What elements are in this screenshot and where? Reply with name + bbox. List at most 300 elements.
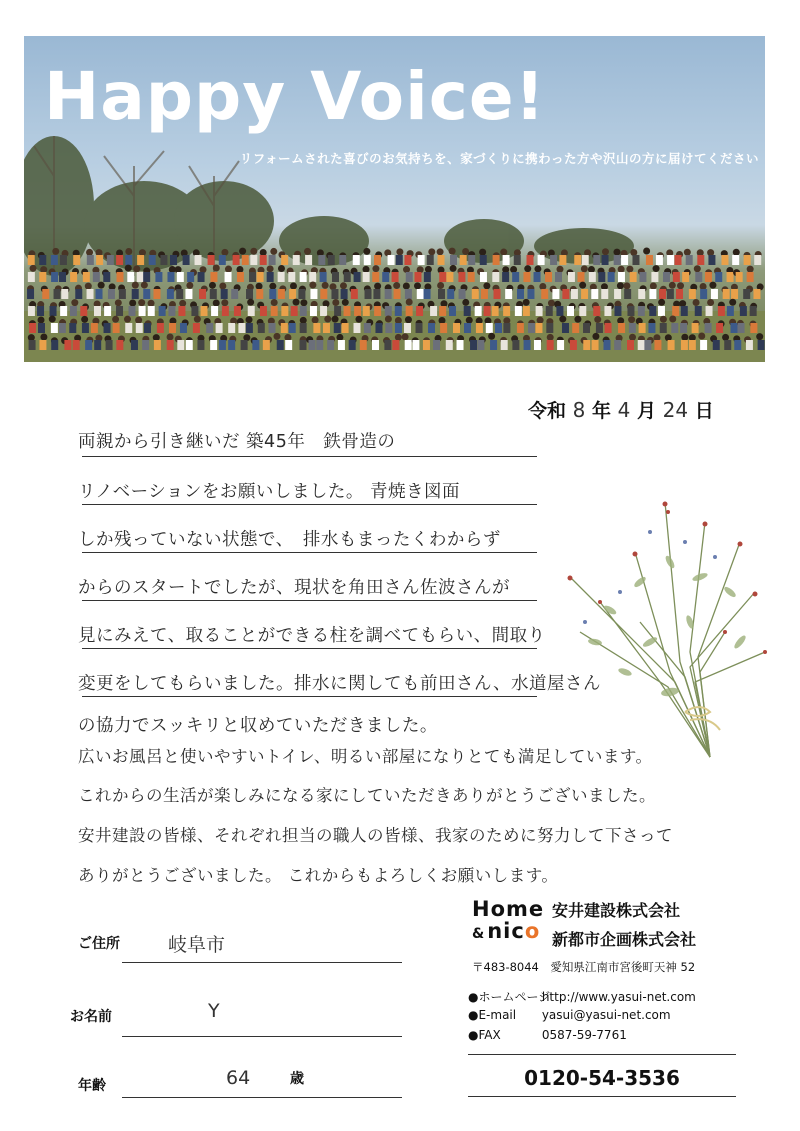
crowd-body	[700, 340, 707, 350]
crowd-body	[104, 306, 111, 316]
email-link[interactable]: yasui@yasui-net.com	[541, 1008, 671, 1022]
name-label: お名前	[70, 1009, 112, 1025]
crowd-body	[721, 255, 728, 265]
crowd-body	[373, 289, 380, 299]
crowd-body	[492, 306, 499, 316]
crowd-body	[51, 340, 58, 350]
crowd-body	[37, 306, 44, 316]
crowd-body	[385, 323, 392, 333]
crowd-body	[136, 323, 143, 333]
crowd-body	[219, 255, 226, 265]
crowd-body	[310, 306, 317, 316]
crowd-head	[167, 333, 174, 340]
crowd-body	[552, 289, 559, 299]
date-era: 令和	[528, 400, 567, 422]
crowd-head	[623, 282, 630, 289]
phone-number[interactable]: 0120-54-3536	[524, 1066, 680, 1090]
crowd-head	[537, 317, 544, 324]
crowd-body	[681, 306, 688, 316]
crowd-body	[128, 306, 135, 316]
crowd-body	[176, 289, 183, 299]
crowd-body	[285, 340, 292, 350]
page-subtitle: リフォームされた喜びのお気持ちを、家づくりに携わった方や沢山の方に届けてください	[239, 151, 759, 166]
crowd-body	[246, 289, 253, 299]
crowd-head	[694, 265, 701, 272]
crowd-body	[681, 340, 688, 350]
ruled-line	[82, 504, 537, 505]
crowd-body	[291, 306, 298, 316]
crowd-body	[589, 272, 596, 282]
crowd-body	[250, 255, 257, 265]
crowd-body	[596, 323, 603, 333]
crowd-body	[39, 272, 46, 282]
crowd-body	[493, 255, 500, 265]
crowd-body	[538, 255, 545, 265]
crowd-body	[168, 306, 175, 316]
ruled-line	[82, 696, 537, 697]
crowd-body	[260, 306, 267, 316]
crowd-body	[127, 272, 134, 282]
crowd-body	[715, 272, 722, 282]
crowd-body	[404, 255, 411, 265]
homepage-row	[468, 988, 696, 1005]
email-label: ●E-mail	[468, 1008, 517, 1022]
crowd-body	[457, 340, 464, 350]
crowd-body	[384, 340, 391, 350]
crowd-body	[64, 340, 71, 350]
crowd-head	[125, 248, 132, 255]
crowd-body	[449, 306, 456, 316]
crowd-body	[116, 255, 123, 265]
crowd-body	[39, 255, 46, 265]
crowd-body	[593, 306, 600, 316]
crowd-body	[750, 323, 757, 333]
crowd-head	[462, 248, 469, 255]
age-underline	[122, 1097, 402, 1098]
crowd-body	[464, 306, 471, 316]
crowd-body	[310, 289, 317, 299]
group-photo-banner	[24, 36, 765, 362]
crowd-body	[107, 255, 114, 265]
crowd-body	[374, 306, 381, 316]
crowd-body	[208, 255, 215, 265]
crowd-head	[209, 282, 216, 289]
crowd-body	[492, 272, 499, 282]
crowd-body	[258, 323, 265, 333]
crowd-body	[700, 289, 707, 299]
crowd-body	[206, 323, 213, 333]
crowd-body	[490, 340, 497, 350]
crowd-body	[363, 272, 370, 282]
crowd-body	[320, 272, 327, 282]
crowd-body	[228, 323, 235, 333]
crowd-head	[38, 316, 45, 323]
crowd-body	[697, 255, 704, 265]
crowd-body	[673, 272, 680, 282]
crowd-body	[736, 272, 743, 282]
crowd-body	[517, 323, 524, 333]
crowd-body	[216, 323, 223, 333]
crowd-head	[500, 249, 507, 256]
crowd-body	[316, 340, 323, 350]
crowd-body	[621, 255, 628, 265]
crowd-body	[649, 289, 656, 299]
crowd-head	[618, 266, 625, 273]
crowd-head	[30, 265, 37, 272]
crowd-body	[342, 323, 349, 333]
crowd-body	[659, 289, 666, 299]
crowd-head	[85, 283, 92, 290]
letter-line: の協力でスッキリと収めていただきました。	[78, 716, 438, 736]
crowd-body	[639, 272, 646, 282]
letter-line: 広いお風呂と使いやすいトイレ、明るい部屋になりとても満足しています。	[78, 747, 653, 766]
crowd-body	[480, 255, 487, 265]
crowd-body	[96, 289, 103, 299]
crowd-body	[281, 306, 288, 316]
crowd-body	[515, 306, 522, 316]
crowd-body	[559, 255, 566, 265]
company-logo-nico	[472, 919, 540, 943]
crowd-body	[187, 272, 194, 282]
crowd-body	[289, 323, 296, 333]
crowd-body	[663, 272, 670, 282]
crowd-body	[689, 340, 696, 350]
crowd-head	[49, 316, 56, 323]
crowd-head	[246, 316, 253, 323]
age-suffix: 歳	[290, 1071, 304, 1087]
crowd-body	[394, 289, 401, 299]
crowd-body	[571, 289, 578, 299]
crowd-head	[336, 334, 343, 341]
crowd-head	[239, 248, 246, 255]
company-name-shintoshi: 新都市企画株式会社	[552, 930, 697, 949]
crowd-body	[256, 289, 263, 299]
crowd-head	[372, 265, 379, 272]
crowd-head	[221, 249, 228, 256]
crowd-body	[629, 323, 636, 333]
date-day-suffix: 日	[694, 400, 714, 422]
crowd-body	[186, 340, 193, 350]
crowd-body	[83, 272, 90, 282]
crowd-body	[260, 255, 267, 265]
crowd-body	[614, 306, 621, 316]
crowd-body	[638, 340, 645, 350]
crowd-body	[602, 255, 609, 265]
crowd-body	[80, 306, 87, 316]
crowd-body	[614, 340, 621, 350]
crowd-head	[437, 282, 444, 289]
age-value: 64	[226, 1067, 251, 1089]
crowd-body	[686, 255, 693, 265]
crowd-body	[341, 289, 348, 299]
crowd-head	[393, 282, 400, 289]
crowd-body	[170, 255, 177, 265]
crowd-body	[233, 255, 240, 265]
crowd-body	[238, 323, 245, 333]
crowd-body	[523, 306, 530, 316]
crowd-body	[468, 255, 475, 265]
crowd-body	[180, 323, 187, 333]
crowd-body	[723, 289, 730, 299]
crowd-body	[545, 272, 552, 282]
crowd-body	[458, 272, 465, 282]
crowd-body	[476, 323, 483, 333]
crowd-body	[327, 340, 334, 350]
homepage-link[interactable]: http://www.yasui-net.com	[541, 990, 696, 1004]
crowd-body	[257, 272, 264, 282]
crowd-body	[574, 255, 581, 265]
crowd-body	[651, 272, 658, 282]
crowd-head	[559, 316, 566, 323]
crowd-body	[718, 306, 725, 316]
crowd-body	[94, 340, 101, 350]
crowd-body	[103, 272, 110, 282]
crowd-body	[692, 323, 699, 333]
crowd-head	[284, 334, 291, 341]
crowd-body	[60, 306, 67, 316]
crowd-body	[374, 255, 381, 265]
crowd-body	[743, 289, 750, 299]
crowd-body	[614, 289, 621, 299]
crowd-body	[416, 306, 423, 316]
crowd-body	[155, 272, 162, 282]
crowd-head	[115, 299, 122, 306]
crowd-head	[602, 248, 609, 255]
crowd-body	[503, 306, 510, 316]
crowd-body	[627, 340, 634, 350]
crowd-head	[278, 265, 285, 272]
crowd-head	[300, 299, 307, 306]
letter-line: リノベーションをお願いしました。 青焼き図面	[78, 482, 460, 502]
crowd-body	[42, 289, 49, 299]
crowd-body	[730, 323, 737, 333]
crowd-body	[27, 289, 34, 299]
crowd-head	[132, 282, 139, 289]
letter-line: からのスタートでしたが、現状を角田さん佐波さんが	[78, 578, 510, 598]
crowd-body	[51, 272, 58, 282]
crowd-body	[724, 340, 731, 350]
crowd-body	[477, 340, 484, 350]
crowd-head	[247, 299, 254, 306]
crowd-body	[459, 289, 466, 299]
crowd-body	[405, 340, 412, 350]
crowd-body	[269, 289, 276, 299]
crowd-body	[472, 289, 479, 299]
crowd-head	[428, 248, 435, 255]
crowd-body	[439, 272, 446, 282]
crowd-head	[340, 282, 347, 289]
crowd-body	[372, 340, 379, 350]
crowd-body	[546, 323, 553, 333]
crowd-head	[539, 283, 546, 290]
crowd-head	[395, 334, 402, 341]
crowd-body	[353, 323, 360, 333]
crowd-body	[159, 306, 166, 316]
crowd-body	[536, 306, 543, 316]
crowd-body	[94, 306, 101, 316]
crowd-body	[69, 323, 76, 333]
date	[528, 396, 714, 423]
crowd-body	[648, 323, 655, 333]
crowd-head	[479, 249, 486, 256]
crowd-body	[38, 323, 45, 333]
crowd-body	[28, 306, 35, 316]
crowd-body	[96, 255, 103, 265]
crowd-body	[364, 255, 371, 265]
crowd-body	[572, 323, 579, 333]
crowd-body	[484, 306, 491, 316]
crowd-body	[404, 323, 411, 333]
letter-line: 両親から引き継いだ 築45年 鉄骨造の	[78, 432, 396, 452]
crowd-head	[219, 283, 226, 290]
crowd-body	[604, 306, 611, 316]
crowd-head	[402, 333, 409, 340]
crowd-head	[450, 265, 457, 272]
crowd-body	[632, 255, 639, 265]
crowd-body	[305, 255, 312, 265]
crowd-head	[363, 248, 370, 255]
crowd-head	[52, 248, 59, 255]
age-label: 年齢	[78, 1078, 106, 1094]
crowd-body	[300, 323, 307, 333]
crowd-body	[486, 323, 493, 333]
crowd-body	[281, 255, 288, 265]
crowd-body	[195, 255, 202, 265]
fax-label: ●FAX	[468, 1028, 501, 1042]
crowd-body	[706, 306, 713, 316]
crowd-body	[278, 272, 285, 282]
crowd-body	[210, 340, 217, 350]
crowd-body	[185, 289, 192, 299]
crowd-body	[372, 272, 379, 282]
crowd-head	[628, 316, 635, 323]
crowd-body	[396, 255, 403, 265]
crowd-body	[446, 272, 453, 282]
crowd-body	[481, 289, 488, 299]
crowd-body	[460, 255, 467, 265]
crowd-body	[624, 289, 631, 299]
crowd-body	[667, 255, 674, 265]
crowd-body	[119, 289, 126, 299]
crowd-body	[160, 255, 167, 265]
crowd-head	[524, 265, 531, 272]
crowd-body	[298, 289, 305, 299]
crowd-body	[568, 272, 575, 282]
crowd-body	[427, 255, 434, 265]
crowd-head	[488, 333, 495, 340]
crowd-body	[738, 323, 745, 333]
crowd-body	[646, 255, 653, 265]
crowd-body	[578, 272, 585, 282]
date-year: 8	[572, 398, 586, 422]
crowd-body	[505, 289, 512, 299]
crowd-body	[198, 272, 205, 282]
contact-divider	[468, 1054, 736, 1055]
crowd-head	[660, 316, 667, 323]
crowd-head	[722, 334, 729, 341]
crowd-body	[219, 340, 226, 350]
crowd-body	[424, 272, 431, 282]
crowd-body	[450, 255, 457, 265]
crowd-body	[517, 289, 524, 299]
crowd-body	[51, 255, 58, 265]
crowd-body	[210, 272, 217, 282]
crowd-body	[562, 289, 569, 299]
letter-line: 変更をしてもらいました。排水に関しても前田さん、水道屋さん	[78, 674, 602, 694]
crowd-body	[567, 306, 574, 316]
crowd-body	[627, 306, 634, 316]
crowd-body	[144, 323, 151, 333]
crowd-body	[639, 323, 646, 333]
crowd-body	[754, 255, 761, 265]
crowd-body	[237, 272, 244, 282]
crowd-head	[250, 248, 257, 255]
crowd-body	[727, 306, 734, 316]
crowd-body	[732, 255, 739, 265]
crowd-body	[309, 272, 316, 282]
crowd-head	[617, 282, 624, 289]
crowd-head	[236, 266, 243, 273]
crowd-body	[480, 272, 487, 282]
crowd-body	[365, 289, 372, 299]
crowd-body	[475, 306, 482, 316]
crowd-head	[71, 299, 78, 306]
crowd-body	[116, 306, 123, 316]
crowd-head	[309, 282, 316, 289]
crowd-body	[75, 289, 82, 299]
crowd-body	[680, 323, 687, 333]
crowd-head	[439, 317, 446, 324]
crowd-head	[290, 282, 297, 289]
crowd-body	[439, 306, 446, 316]
crowd-body	[614, 255, 621, 265]
company-logo-home: Home	[472, 897, 545, 921]
crowd-head	[574, 316, 581, 323]
crowd-body	[644, 340, 651, 350]
date-year-suffix: 年	[592, 400, 612, 422]
crowd-body	[313, 323, 320, 333]
crowd-body	[424, 289, 431, 299]
crowd-body	[392, 340, 399, 350]
crowd-body	[263, 340, 270, 350]
crowd-head	[129, 300, 136, 307]
crowd-head	[406, 299, 413, 306]
crowd-head	[270, 248, 277, 255]
crowd-body	[334, 306, 341, 316]
crowd-body	[583, 323, 590, 333]
crowd-body	[234, 306, 241, 316]
ruled-line	[82, 648, 537, 649]
crowd-body	[656, 255, 663, 265]
crowd-body	[514, 255, 521, 265]
crowd-head	[650, 282, 657, 289]
crowd-head	[225, 266, 232, 273]
crowd-body	[534, 340, 541, 350]
crowd-body	[60, 255, 67, 265]
crowd-body	[148, 306, 155, 316]
crowd-body	[395, 323, 402, 333]
address-value: 岐阜市	[168, 934, 226, 956]
crowd-body	[385, 289, 392, 299]
crowd-body	[137, 255, 144, 265]
date-day: 24	[662, 398, 689, 422]
crowd-body	[61, 289, 68, 299]
letter-line: これからの生活が楽しみになる家にしていただきありがとうございました。	[78, 786, 656, 805]
crowd-body	[550, 255, 557, 265]
crowd-body	[344, 272, 351, 282]
crowd-body	[713, 340, 720, 350]
crowd-body	[231, 289, 238, 299]
